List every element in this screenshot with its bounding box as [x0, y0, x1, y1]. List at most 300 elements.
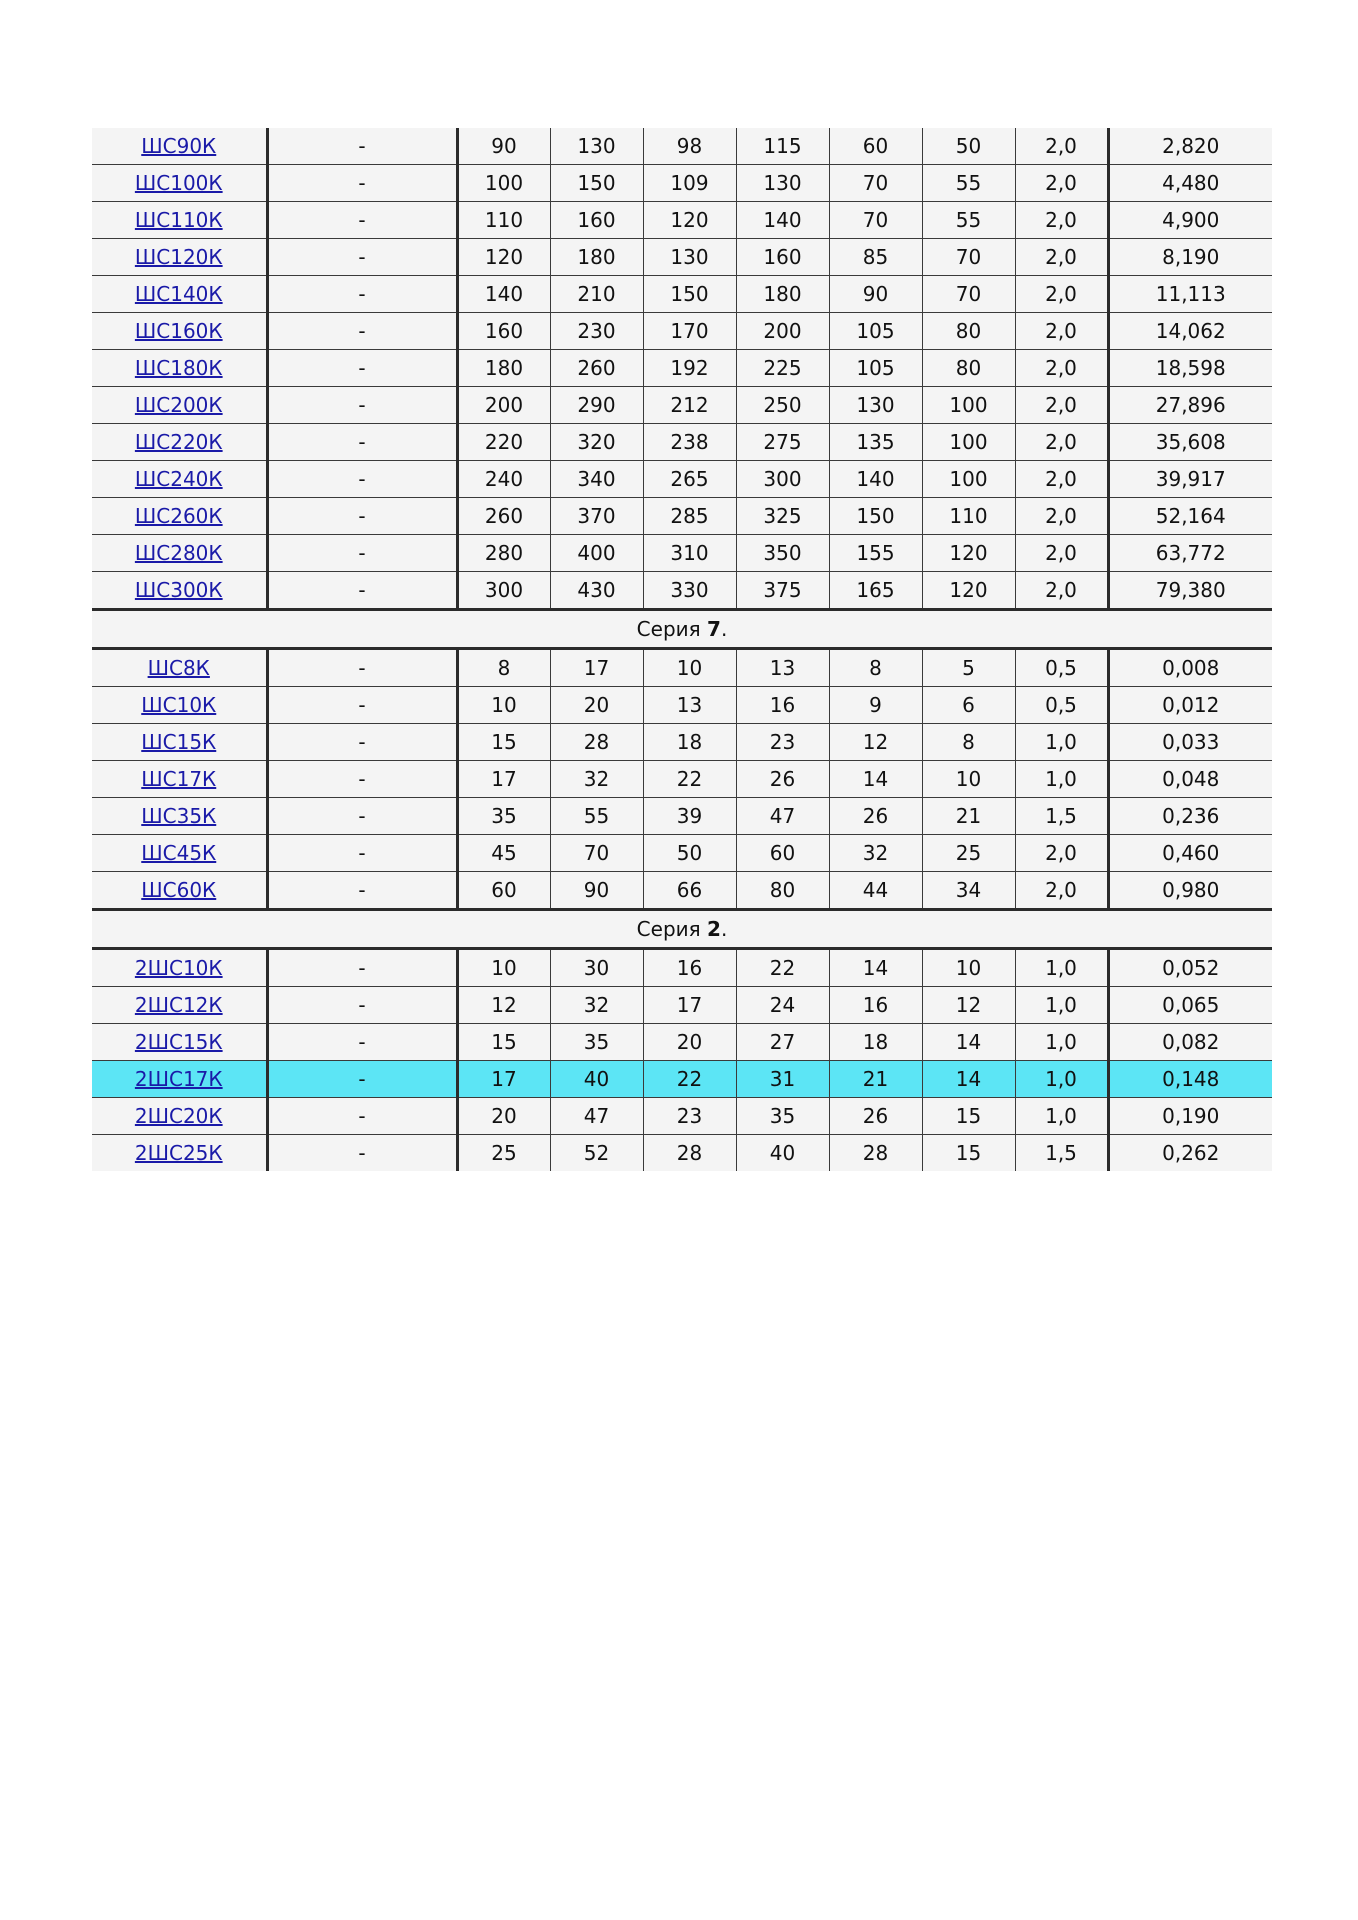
table-row [92, 1024, 1272, 1061]
cell-c5: 66 [643, 872, 736, 910]
product-link[interactable]: ШС8К [147, 656, 210, 680]
cell-c2: - [267, 498, 457, 535]
cell-c7: 70 [829, 165, 922, 202]
cell-c2: - [267, 350, 457, 387]
cell-code [92, 872, 267, 910]
cell-c2: - [267, 128, 457, 165]
product-link[interactable]: 2ШС12К [134, 993, 223, 1017]
table-row [92, 1135, 1272, 1172]
product-link[interactable]: ШС17К [141, 767, 217, 791]
cell-c10: 0,052 [1108, 949, 1272, 987]
table-row [92, 424, 1272, 461]
table-row [92, 239, 1272, 276]
cell-c6: 31 [736, 1061, 829, 1098]
cell-c6: 180 [736, 276, 829, 313]
cell-c6: 27 [736, 1024, 829, 1061]
cell-c6: 23 [736, 724, 829, 761]
product-link[interactable]: 2ШС15К [134, 1030, 223, 1054]
cell-c8: 55 [922, 202, 1015, 239]
cell-c8: 100 [922, 461, 1015, 498]
product-link[interactable]: ШС280К [134, 541, 223, 565]
cell-c10: 0,190 [1108, 1098, 1272, 1135]
cell-c2: - [267, 949, 457, 987]
product-link[interactable]: 2ШС17К [134, 1067, 223, 1091]
product-link[interactable]: ШС300К [134, 578, 223, 602]
cell-code [92, 572, 267, 610]
cell-c6: 80 [736, 872, 829, 910]
cell-c6: 300 [736, 461, 829, 498]
cell-c5: 23 [643, 1098, 736, 1135]
cell-c3: 20 [457, 1098, 550, 1135]
cell-c8: 15 [922, 1135, 1015, 1172]
cell-c2: - [267, 276, 457, 313]
cell-c4: 52 [550, 1135, 643, 1172]
cell-c3: 25 [457, 1135, 550, 1172]
table-row [92, 987, 1272, 1024]
cell-c2: - [267, 687, 457, 724]
cell-c6: 16 [736, 687, 829, 724]
cell-c2: - [267, 535, 457, 572]
product-link[interactable]: ШС220К [134, 430, 223, 454]
product-link[interactable]: ШС60К [141, 878, 217, 902]
cell-c3: 240 [457, 461, 550, 498]
cell-c7: 16 [829, 987, 922, 1024]
cell-c9: 0,5 [1015, 687, 1108, 724]
cell-c4: 430 [550, 572, 643, 610]
cell-c5: 120 [643, 202, 736, 239]
cell-c6: 375 [736, 572, 829, 610]
cell-c8: 100 [922, 387, 1015, 424]
cell-c5: 310 [643, 535, 736, 572]
table-row [92, 387, 1272, 424]
table-row [92, 350, 1272, 387]
cell-c7: 18 [829, 1024, 922, 1061]
cell-c8: 10 [922, 949, 1015, 987]
cell-c5: 13 [643, 687, 736, 724]
cell-c10: 14,062 [1108, 313, 1272, 350]
cell-c5: 238 [643, 424, 736, 461]
series-number: 2 [707, 917, 721, 941]
cell-c6: 140 [736, 202, 829, 239]
cell-c6: 40 [736, 1135, 829, 1172]
cell-c5: 130 [643, 239, 736, 276]
series-header [92, 610, 1272, 649]
cell-c10: 0,012 [1108, 687, 1272, 724]
cell-code [92, 535, 267, 572]
cell-c7: 155 [829, 535, 922, 572]
cell-c7: 150 [829, 498, 922, 535]
cell-c4: 320 [550, 424, 643, 461]
cell-c6: 130 [736, 165, 829, 202]
cell-c5: 39 [643, 798, 736, 835]
cell-c3: 8 [457, 649, 550, 687]
cell-c9: 2,0 [1015, 498, 1108, 535]
cell-c7: 9 [829, 687, 922, 724]
cell-c5: 150 [643, 276, 736, 313]
cell-c6: 22 [736, 949, 829, 987]
cell-c3: 17 [457, 761, 550, 798]
cell-c8: 80 [922, 350, 1015, 387]
cell-c7: 130 [829, 387, 922, 424]
table-row [92, 949, 1272, 987]
cell-c4: 17 [550, 649, 643, 687]
cell-c6: 160 [736, 239, 829, 276]
cell-c7: 21 [829, 1061, 922, 1098]
cell-code [92, 498, 267, 535]
cell-c8: 14 [922, 1061, 1015, 1098]
cell-c2: - [267, 1061, 457, 1098]
cell-c5: 330 [643, 572, 736, 610]
cell-c10: 4,900 [1108, 202, 1272, 239]
table-row [92, 687, 1272, 724]
cell-c10: 0,262 [1108, 1135, 1272, 1172]
cell-c2: - [267, 724, 457, 761]
cell-c2: - [267, 424, 457, 461]
cell-c3: 10 [457, 687, 550, 724]
cell-c2: - [267, 313, 457, 350]
cell-c3: 200 [457, 387, 550, 424]
cell-c2: - [267, 649, 457, 687]
cell-c3: 280 [457, 535, 550, 572]
cell-code [92, 687, 267, 724]
cell-c9: 1,5 [1015, 798, 1108, 835]
product-link[interactable]: ШС160К [134, 319, 223, 343]
product-link[interactable]: 2ШС25К [134, 1141, 223, 1165]
cell-c3: 10 [457, 949, 550, 987]
cell-c8: 10 [922, 761, 1015, 798]
cell-c3: 300 [457, 572, 550, 610]
cell-c6: 275 [736, 424, 829, 461]
cell-c4: 70 [550, 835, 643, 872]
cell-c10: 35,608 [1108, 424, 1272, 461]
table-row [92, 649, 1272, 687]
cell-c3: 45 [457, 835, 550, 872]
cell-code [92, 276, 267, 313]
cell-c5: 50 [643, 835, 736, 872]
cell-c9: 2,0 [1015, 872, 1108, 910]
cell-c5: 28 [643, 1135, 736, 1172]
cell-c4: 180 [550, 239, 643, 276]
cell-c7: 165 [829, 572, 922, 610]
series-header-row [92, 610, 1272, 649]
product-link[interactable]: ШС200К [134, 393, 223, 417]
cell-c8: 12 [922, 987, 1015, 1024]
cell-code [92, 313, 267, 350]
cell-c4: 32 [550, 987, 643, 1024]
cell-c8: 6 [922, 687, 1015, 724]
cell-c3: 120 [457, 239, 550, 276]
cell-c5: 98 [643, 128, 736, 165]
cell-c7: 140 [829, 461, 922, 498]
cell-c7: 105 [829, 313, 922, 350]
cell-c3: 180 [457, 350, 550, 387]
cell-code [92, 202, 267, 239]
cell-c3: 260 [457, 498, 550, 535]
cell-c10: 11,113 [1108, 276, 1272, 313]
table-row [92, 835, 1272, 872]
cell-c4: 230 [550, 313, 643, 350]
cell-c4: 30 [550, 949, 643, 987]
cell-c10: 0,148 [1108, 1061, 1272, 1098]
cell-code [92, 350, 267, 387]
cell-c9: 2,0 [1015, 239, 1108, 276]
spec-sheet [92, 128, 1272, 1171]
cell-c9: 2,0 [1015, 313, 1108, 350]
cell-c2: - [267, 572, 457, 610]
cell-c4: 28 [550, 724, 643, 761]
cell-c6: 115 [736, 128, 829, 165]
cell-c2: - [267, 1024, 457, 1061]
cell-c7: 26 [829, 798, 922, 835]
cell-c7: 32 [829, 835, 922, 872]
cell-c8: 34 [922, 872, 1015, 910]
cell-code [92, 387, 267, 424]
cell-c3: 110 [457, 202, 550, 239]
product-link[interactable]: 2ШС20К [134, 1104, 223, 1128]
cell-c8: 100 [922, 424, 1015, 461]
cell-c10: 0,008 [1108, 649, 1272, 687]
cell-code [92, 1024, 267, 1061]
cell-c10: 4,480 [1108, 165, 1272, 202]
table-row [92, 761, 1272, 798]
table-row [92, 1098, 1272, 1135]
cell-c10: 63,772 [1108, 535, 1272, 572]
cell-c10: 39,917 [1108, 461, 1272, 498]
cell-c10: 0,033 [1108, 724, 1272, 761]
cell-c2: - [267, 872, 457, 910]
cell-c8: 21 [922, 798, 1015, 835]
cell-c9: 2,0 [1015, 276, 1108, 313]
series-label: Серия [636, 917, 708, 941]
product-link[interactable]: ШС120К [134, 245, 223, 269]
cell-c9: 2,0 [1015, 835, 1108, 872]
cell-c9: 1,0 [1015, 1024, 1108, 1061]
table-row [92, 798, 1272, 835]
cell-c6: 47 [736, 798, 829, 835]
cell-c4: 160 [550, 202, 643, 239]
product-link[interactable]: ШС35К [141, 804, 217, 828]
cell-c6: 26 [736, 761, 829, 798]
cell-c4: 150 [550, 165, 643, 202]
cell-c2: - [267, 1135, 457, 1172]
cell-c2: - [267, 387, 457, 424]
series-label: Серия [636, 617, 708, 641]
cell-c9: 1,0 [1015, 724, 1108, 761]
cell-c10: 8,190 [1108, 239, 1272, 276]
cell-c7: 60 [829, 128, 922, 165]
cell-code [92, 1061, 267, 1098]
cell-c2: - [267, 987, 457, 1024]
cell-c7: 44 [829, 872, 922, 910]
cell-code [92, 1135, 267, 1172]
cell-c8: 15 [922, 1098, 1015, 1135]
cell-c7: 105 [829, 350, 922, 387]
cell-code [92, 128, 267, 165]
cell-code [92, 424, 267, 461]
cell-code [92, 835, 267, 872]
cell-code [92, 239, 267, 276]
cell-c10: 18,598 [1108, 350, 1272, 387]
cell-c9: 0,5 [1015, 649, 1108, 687]
cell-c8: 8 [922, 724, 1015, 761]
cell-c5: 265 [643, 461, 736, 498]
cell-c5: 22 [643, 761, 736, 798]
cell-c4: 32 [550, 761, 643, 798]
cell-c9: 2,0 [1015, 572, 1108, 610]
table-row [92, 1061, 1272, 1098]
cell-c5: 285 [643, 498, 736, 535]
cell-c10: 79,380 [1108, 572, 1272, 610]
cell-c9: 2,0 [1015, 387, 1108, 424]
cell-c9: 2,0 [1015, 128, 1108, 165]
product-link[interactable]: ШС260К [134, 504, 223, 528]
cell-c9: 1,0 [1015, 1098, 1108, 1135]
cell-c6: 225 [736, 350, 829, 387]
cell-c9: 2,0 [1015, 202, 1108, 239]
cell-c9: 2,0 [1015, 424, 1108, 461]
cell-code [92, 724, 267, 761]
cell-c4: 340 [550, 461, 643, 498]
cell-c4: 210 [550, 276, 643, 313]
cell-c7: 28 [829, 1135, 922, 1172]
cell-c7: 8 [829, 649, 922, 687]
product-link[interactable]: ШС240К [134, 467, 223, 491]
cell-c8: 80 [922, 313, 1015, 350]
product-link[interactable]: ШС110К [134, 208, 223, 232]
product-link[interactable]: ШС180К [134, 356, 223, 380]
cell-code [92, 1098, 267, 1135]
cell-c2: - [267, 165, 457, 202]
cell-code [92, 798, 267, 835]
cell-c2: - [267, 461, 457, 498]
cell-c4: 47 [550, 1098, 643, 1135]
cell-c8: 110 [922, 498, 1015, 535]
table-row [92, 202, 1272, 239]
table-row [92, 724, 1272, 761]
series-suffix: . [720, 617, 728, 641]
series-header-row [92, 910, 1272, 949]
cell-c3: 90 [457, 128, 550, 165]
cell-code [92, 461, 267, 498]
cell-c9: 2,0 [1015, 350, 1108, 387]
cell-c4: 40 [550, 1061, 643, 1098]
cell-c2: - [267, 798, 457, 835]
series-header [92, 910, 1272, 949]
product-link[interactable]: ШС140К [134, 282, 223, 306]
cell-c6: 60 [736, 835, 829, 872]
cell-c8: 50 [922, 128, 1015, 165]
table-row [92, 498, 1272, 535]
table-row [92, 535, 1272, 572]
cell-c4: 370 [550, 498, 643, 535]
product-link[interactable]: ШС45К [141, 841, 217, 865]
cell-code [92, 165, 267, 202]
cell-c10: 0,236 [1108, 798, 1272, 835]
cell-c8: 120 [922, 535, 1015, 572]
cell-c4: 55 [550, 798, 643, 835]
cell-c4: 260 [550, 350, 643, 387]
cell-c9: 1,0 [1015, 949, 1108, 987]
cell-c8: 25 [922, 835, 1015, 872]
cell-c6: 24 [736, 987, 829, 1024]
cell-c9: 1,0 [1015, 987, 1108, 1024]
cell-c7: 135 [829, 424, 922, 461]
cell-c5: 192 [643, 350, 736, 387]
cell-c6: 13 [736, 649, 829, 687]
cell-c7: 12 [829, 724, 922, 761]
cell-c7: 70 [829, 202, 922, 239]
cell-c3: 160 [457, 313, 550, 350]
cell-c8: 70 [922, 276, 1015, 313]
cell-c10: 27,896 [1108, 387, 1272, 424]
cell-c5: 109 [643, 165, 736, 202]
cell-c10: 0,460 [1108, 835, 1272, 872]
cell-c10: 0,065 [1108, 987, 1272, 1024]
cell-c5: 22 [643, 1061, 736, 1098]
table-row [92, 572, 1272, 610]
cell-c3: 15 [457, 724, 550, 761]
cell-c7: 26 [829, 1098, 922, 1135]
cell-code [92, 987, 267, 1024]
cell-c4: 130 [550, 128, 643, 165]
cell-c5: 20 [643, 1024, 736, 1061]
cell-c8: 14 [922, 1024, 1015, 1061]
table-row [92, 461, 1272, 498]
cell-c8: 70 [922, 239, 1015, 276]
product-link[interactable]: ШС100К [134, 171, 223, 195]
cell-c8: 120 [922, 572, 1015, 610]
cell-c6: 250 [736, 387, 829, 424]
table-row [92, 128, 1272, 165]
cell-c7: 85 [829, 239, 922, 276]
table-row [92, 165, 1272, 202]
cell-c9: 2,0 [1015, 461, 1108, 498]
product-link[interactable]: ШС10К [141, 693, 217, 717]
table-row [92, 313, 1272, 350]
cell-c9: 2,0 [1015, 535, 1108, 572]
cell-c9: 2,0 [1015, 165, 1108, 202]
product-link[interactable]: ШС15К [141, 730, 217, 754]
cell-c7: 14 [829, 949, 922, 987]
cell-c2: - [267, 761, 457, 798]
cell-c3: 60 [457, 872, 550, 910]
cell-c3: 35 [457, 798, 550, 835]
cell-c6: 35 [736, 1098, 829, 1135]
series-number: 7 [707, 617, 721, 641]
cell-c3: 140 [457, 276, 550, 313]
cell-c5: 10 [643, 649, 736, 687]
cell-c10: 0,980 [1108, 872, 1272, 910]
cell-c4: 20 [550, 687, 643, 724]
cell-c5: 16 [643, 949, 736, 987]
bearing-table [92, 128, 1272, 1171]
product-link[interactable]: 2ШС10К [134, 956, 223, 980]
cell-c2: - [267, 835, 457, 872]
cell-c6: 200 [736, 313, 829, 350]
cell-c4: 400 [550, 535, 643, 572]
product-link[interactable]: ШС90К [141, 134, 217, 158]
cell-c8: 55 [922, 165, 1015, 202]
cell-c9: 1,5 [1015, 1135, 1108, 1172]
cell-c5: 17 [643, 987, 736, 1024]
cell-c10: 0,048 [1108, 761, 1272, 798]
cell-c3: 220 [457, 424, 550, 461]
cell-c2: - [267, 202, 457, 239]
cell-c4: 290 [550, 387, 643, 424]
cell-c4: 35 [550, 1024, 643, 1061]
cell-c10: 52,164 [1108, 498, 1272, 535]
cell-code [92, 649, 267, 687]
